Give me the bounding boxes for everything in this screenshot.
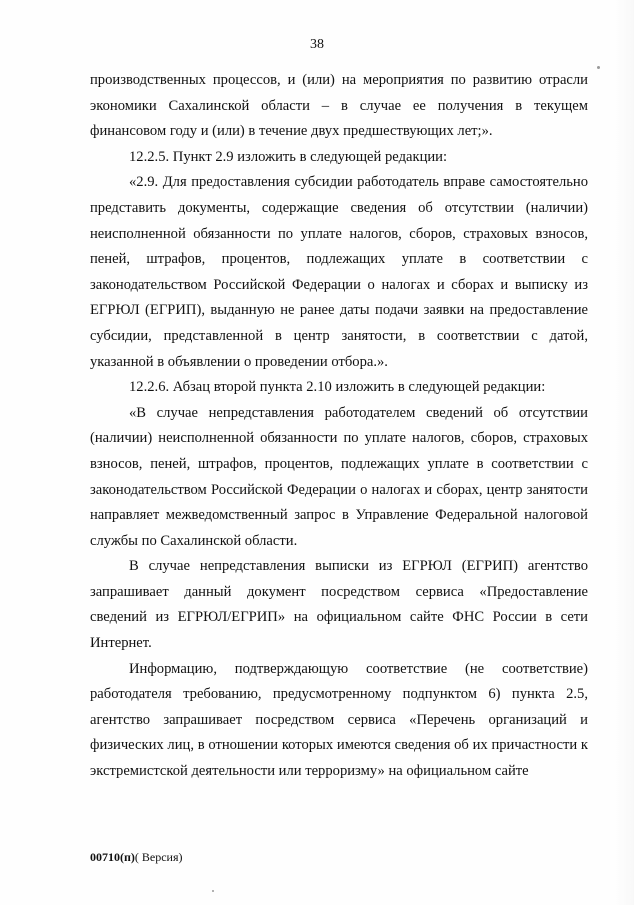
paragraph-extremism-check: Информацию, подтверждающую соответствие (не соответствие) работодателя требованию, предусмотренному подпунктом 6) пункта 2.5, агентство запрашивает посредством сервиса «Перечень организаций и физических лиц, в отношении которых имеются сведения об их причастности к экстремистской деятельности или терроризму» на официальном сайте bbox=[90, 660, 588, 780]
page-number: 38 bbox=[310, 37, 324, 52]
paragraph-2-10-text: «В случае непредставления работодателем сведений об отсутствии (наличии) неисполненной обязанности по уплате налогов, сборов, страховых взносов, пеней, штрафов, процентов, подлежащих уплате в соответствии с законодательством Российской Федерации о налогах и сборах, центр занятости направляет межведомственный запрос в Управление Федеральной налоговой службы по Сахалинской области. bbox=[90, 404, 588, 549]
paragraph-continuation: производственных процессов, и (или) на мероприятия по развитию отрасли экономики Сахалинской области – в случае ее получения в текущем финансовом году и (или) в течение двух предшествующих лет;». bbox=[90, 72, 588, 140]
scan-shadow-edge bbox=[614, 0, 634, 905]
footer-version: ( Версия) bbox=[134, 850, 183, 864]
scan-speck bbox=[212, 890, 214, 892]
paragraph-12-2-6: 12.2.6. Абзац второй пункта 2.10 изложить в следующей редакции: bbox=[129, 379, 546, 396]
paragraph-egrul-request: В случае непредставления выписки из ЕГРЮЛ (ЕГРИП) агентство запрашивает данный документ посредством сервиса «Предоставление сведений из ЕГРЮЛ/ЕГРИП» на официальном сайте ФНС России в сети Интернет. bbox=[90, 558, 588, 652]
document-body bbox=[90, 68, 588, 785]
footer-code: 00710(п) bbox=[90, 850, 135, 864]
scan-speck bbox=[597, 66, 600, 69]
paragraph-12-2-5: 12.2.5. Пункт 2.9 изложить в следующей редакции: bbox=[129, 148, 448, 165]
document-footer bbox=[90, 849, 183, 865]
paragraph-2-9-text: «2.9. Для предоставления субсидии работодатель вправе самостоятельно представить документы, содержащие сведения об отсутствии (наличии) неисполненной обязанности по уплате налогов, сборов, страховых взносов, пеней, штрафов, процентов, подлежащих уплате в соответствии с законодательством Российской Федерации о налогах и сборах и выписку из ЕГРЮЛ (ЕГРИП), выданную не ранее даты подачи заявки на предоставление субсидии, представленной в центр занятости, в соответствии с датой, указанной в объявлении о проведении отбора.». bbox=[90, 174, 588, 370]
